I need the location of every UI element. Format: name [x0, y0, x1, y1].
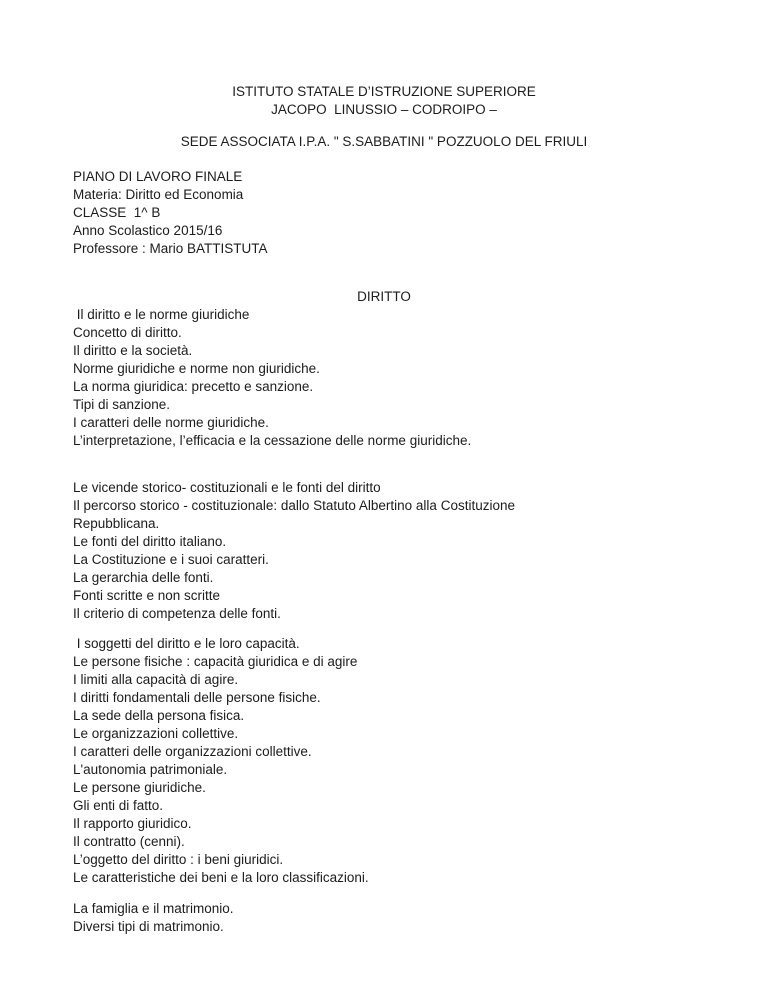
topic-line: I diritti fondamentali delle persone fisiche. [73, 690, 321, 705]
institute-location: JACOPO LINUSSIO – CODROIPO – [271, 102, 497, 117]
topic-block-norme-giuridiche [73, 306, 713, 450]
topic-block-soggetti-diritto [73, 635, 713, 887]
plan-info-line: CLASSE 1^ B [73, 205, 161, 220]
topic-line: Fonti scritte e non scritte [73, 588, 221, 603]
plan-info-line: PIANO DI LAVORO FINALE [73, 169, 243, 184]
topic-line: L'autonomia patrimoniale. [73, 762, 228, 777]
topic-line: Le vicende storico- costituzionali e le fonti del diritto [73, 480, 381, 495]
topic-line: La gerarchia delle fonti. [73, 570, 214, 585]
plan-info-block [73, 168, 713, 258]
topic-line: I caratteri delle organizzazioni collettive. [73, 744, 312, 759]
topic-line: La Costituzione e i suoi caratteri. [73, 552, 269, 567]
topic-line: Il diritto e le norme giuridiche [73, 307, 250, 322]
branch-campus-line: SEDE ASSOCIATA I.P.A. " S.SABBATINI " POZZUOLO DEL FRIULI [180, 134, 588, 149]
plan-info-line: Anno Scolastico 2015/16 [73, 223, 223, 238]
topic-line: Tipi di sanzione. [73, 397, 171, 412]
topic-line: L’oggetto del diritto : i beni giuridici. [73, 852, 284, 867]
topic-line: Le caratteristiche dei beni e la loro classificazioni. [73, 870, 369, 885]
topic-line: Le fonti del diritto italiano. [73, 534, 227, 549]
topic-line: La norma giuridica: precetto e sanzione. [73, 379, 314, 394]
section-title: DIRITTO [357, 289, 411, 304]
topic-line: Il diritto e la società. [73, 343, 193, 358]
institute-header [0, 83, 768, 119]
topic-line: Concetto di diritto. [73, 325, 182, 340]
topic-line: I caratteri delle norme giuridiche. [73, 415, 269, 430]
topic-line: La sede della persona fisica. [73, 708, 245, 723]
topic-line: L’interpretazione, l’efficacia e la cessazione delle norme giuridiche. [73, 433, 472, 448]
topic-line: Le persone fisiche : capacità giuridica e di agire [73, 654, 358, 669]
topic-line: Le persone giuridiche. [73, 780, 206, 795]
topic-line: Norme giuridiche e norme non giuridiche. [73, 361, 320, 376]
plan-info-line: Materia: Diritto ed Economia [73, 187, 244, 202]
topic-line: Le organizzazioni collettive. [73, 726, 239, 741]
topic-line: I soggetti del diritto e le loro capacità. [73, 636, 300, 651]
topic-line: Il contratto (cenni). [73, 834, 185, 849]
plan-info-line: Professore : Mario BATTISTUTA [73, 241, 268, 256]
topic-line: La famiglia e il matrimonio. [73, 901, 234, 916]
topic-block-famiglia-matrimonio [73, 900, 713, 936]
topic-line: Gli enti di fatto. [73, 798, 164, 813]
topic-line: Il rapporto giuridico. [73, 816, 192, 831]
topic-line: Il criterio di competenza delle fonti. [73, 606, 281, 621]
topic-block-vicende-storico [73, 479, 713, 623]
topic-line: Diversi tipi di matrimonio. [73, 919, 224, 934]
topic-line: Repubblicana. [73, 516, 160, 531]
topic-line: Il percorso storico - costituzionale: dallo Statuto Albertino alla Costituzione [73, 498, 515, 513]
institute-name: ISTITUTO STATALE D’ISTRUZIONE SUPERIORE [232, 84, 536, 99]
topic-line: I limiti alla capacità di agire. [73, 672, 239, 687]
